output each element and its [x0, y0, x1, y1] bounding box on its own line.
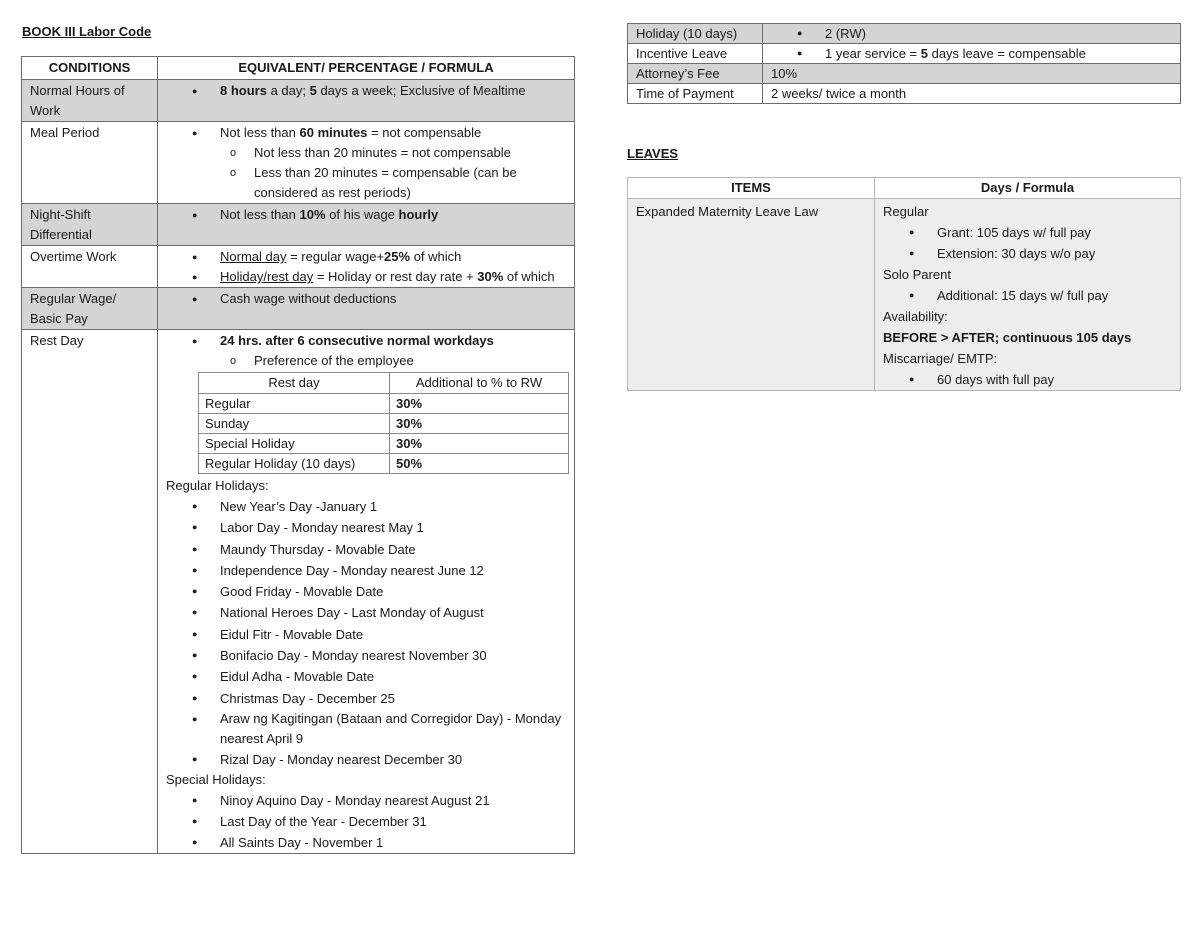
condition-cell: Normal Hours of Work: [22, 80, 158, 122]
table-row: [199, 414, 569, 434]
list-item: ● Eidul Adha - Movable Date: [220, 666, 568, 687]
leaves-title: LEAVES: [627, 146, 679, 161]
bullet-item: ● 8 hours a day; 5 days a week; Exclusive of Mealtime: [220, 81, 568, 101]
list-item: ● Bonifacio Day - Monday nearest November 30: [220, 645, 568, 666]
table-header-row: [628, 178, 1181, 199]
table-header-row: [22, 57, 575, 80]
condition-cell: Overtime Work: [22, 246, 158, 288]
formula-cell: [158, 204, 575, 246]
special-holidays-label: Special Holidays:: [166, 772, 266, 788]
bullet-item: ● Not less than 10% of his wage hourly: [220, 205, 568, 225]
list-item: ● Eidul Fitr - Movable Date: [220, 624, 568, 645]
list-item: ● Additional: 15 days w/ full pay: [937, 285, 1172, 306]
row-normal-hours: [22, 80, 575, 122]
bullet-item: ● Holiday/rest day = Holiday or rest day rate + 30% of which: [220, 267, 568, 287]
rest-day-label: Sunday: [199, 414, 390, 434]
formula-cell: [158, 122, 575, 204]
regular-label: Regular: [883, 204, 929, 219]
benefit-label: Incentive Leave: [628, 44, 763, 64]
bullet-item: ● Normal day = regular wage+25% of which: [220, 247, 568, 267]
benefit-label: Attorney’s Fee: [628, 64, 763, 84]
header-formula: EQUIVALENT/ PERCENTAGE / FORMULA: [158, 57, 575, 80]
bullet-item: ● 24 hrs. after 6 consecutive normal workdays o Preference of the employee: [220, 331, 568, 371]
sub-bullet-item: o Not less than 20 minutes = not compensable: [254, 143, 568, 163]
list-item: ● Grant: 105 days w/ full pay: [937, 222, 1172, 243]
benefit-value: 2 weeks/ twice a month: [763, 84, 1181, 104]
bullet-item: ● 1 year service = 5 days leave = compensable: [825, 44, 1172, 63]
formula-cell: [158, 80, 575, 122]
table-row: [628, 199, 1181, 391]
list-item: ● 60 days with full pay: [937, 369, 1172, 390]
table-row: [199, 434, 569, 454]
rest-day-label: Regular: [199, 394, 390, 414]
list-item: ● Labor Day - Monday nearest May 1: [220, 517, 568, 538]
availability-label: Availability:: [883, 309, 948, 324]
list-item: ● Ninoy Aquino Day - Monday nearest August 21: [220, 790, 568, 811]
benefit-value: 10%: [763, 64, 1181, 84]
list-item: ● New Year’s Day -January 1: [220, 496, 568, 517]
rest-day-value: 30%: [390, 434, 569, 454]
rest-day-value: 50%: [390, 454, 569, 474]
sub-bullet-item: o Preference of the employee: [254, 351, 568, 371]
formula-cell: [158, 246, 575, 288]
additional-header: Additional to % to RW: [390, 373, 569, 394]
list-item: ● Christmas Day - December 25: [220, 688, 568, 709]
table-row: [199, 394, 569, 414]
leaves-table: [627, 177, 1181, 391]
table-row: [628, 44, 1181, 64]
row-regular-wage: [22, 288, 575, 330]
list-item: ● All Saints Day - November 1: [220, 832, 568, 853]
rest-day-header: Rest day: [199, 373, 390, 394]
benefits-table: [627, 23, 1181, 104]
list-item: ● Last Day of the Year - December 31: [220, 811, 568, 832]
table-row: [628, 24, 1181, 44]
formula-cell: [158, 330, 575, 854]
header-conditions: CONDITIONS: [22, 57, 158, 80]
rest-day-label: Special Holiday: [199, 434, 390, 454]
list-item: ● Good Friday - Movable Date: [220, 581, 568, 602]
condition-cell: Night-Shift Differential: [22, 204, 158, 246]
benefit-label: Time of Payment: [628, 84, 763, 104]
list-item: ● Independence Day - Monday nearest June 12: [220, 560, 568, 581]
row-night-shift: [22, 204, 575, 246]
benefit-value: [763, 24, 1181, 44]
condition-cell: Meal Period: [22, 122, 158, 204]
solo-parent-label: Solo Parent: [883, 267, 951, 282]
benefit-label: Holiday (10 days): [628, 24, 763, 44]
table-row: [628, 84, 1181, 104]
page-title: BOOK III Labor Code: [22, 24, 152, 39]
regular-holidays-list: [166, 496, 568, 770]
benefit-value: [763, 44, 1181, 64]
condition-cell: Regular Wage/ Basic Pay: [22, 288, 158, 330]
list-item: ● Maundy Thursday - Movable Date: [220, 539, 568, 560]
leave-item: Expanded Maternity Leave Law: [628, 199, 875, 391]
labor-code-table: [21, 56, 575, 854]
rest-day-label: Regular Holiday (10 days): [199, 454, 390, 474]
table-row: [199, 454, 569, 474]
special-holidays-list: [166, 790, 568, 853]
condition-cell: Rest Day: [22, 330, 158, 854]
list-item: ● Araw ng Kagitingan (Bataan and Corregidor Day) - Monday nearest April 9: [220, 709, 568, 749]
row-rest-day: [22, 330, 575, 854]
leave-details: [875, 199, 1181, 391]
row-meal-period: [22, 122, 575, 204]
miscarriage-label: Miscarriage/ EMTP:: [883, 351, 998, 366]
table-row: [628, 64, 1181, 84]
bullet-item: ● Not less than 60 minutes = not compensable o Not less than 20 minutes = not compensable o Less than 20 minutes = compensable (can be considered as rest periods): [220, 123, 568, 203]
sub-bullet-item: o Less than 20 minutes = compensable (can be considered as rest periods): [254, 163, 568, 203]
rest-day-value: 30%: [390, 414, 569, 434]
list-item: ● National Heroes Day - Last Monday of August: [220, 602, 568, 623]
rest-day-rate-table: [198, 372, 569, 474]
formula-cell: [158, 288, 575, 330]
list-item: ● Extension: 30 days w/o pay: [937, 243, 1172, 264]
rest-day-value: 30%: [390, 394, 569, 414]
row-overtime: [22, 246, 575, 288]
header-days-formula: Days / Formula: [875, 178, 1181, 199]
availability-text: BEFORE > AFTER; continuous 105 days: [883, 330, 1132, 345]
regular-holidays-label: Regular Holidays:: [166, 478, 269, 493]
bullet-item: ● Cash wage without deductions: [220, 289, 568, 309]
list-item: ● Rizal Day - Monday nearest December 30: [220, 749, 568, 770]
header-items: ITEMS: [628, 178, 875, 199]
bullet-item: ● 2 (RW): [825, 24, 1172, 43]
